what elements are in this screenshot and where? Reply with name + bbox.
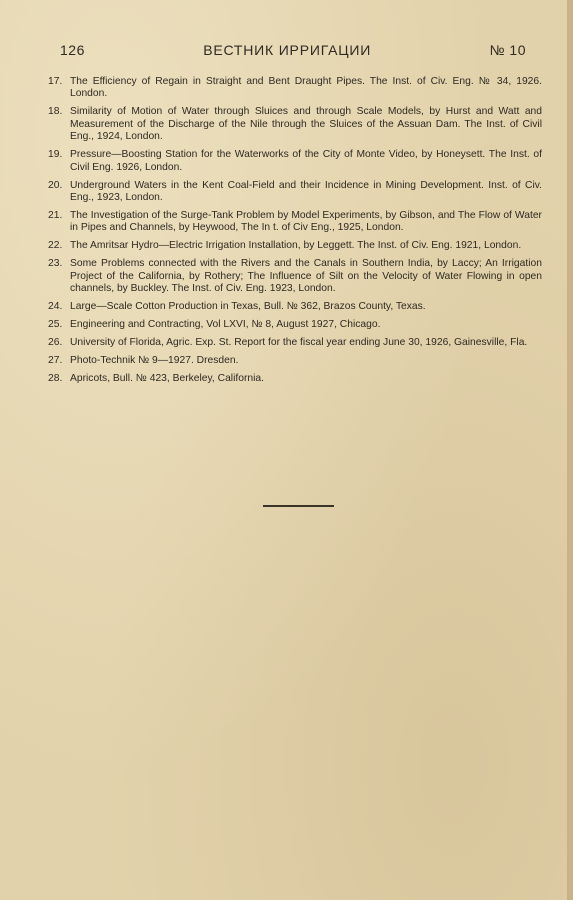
reference-item bbox=[48, 76, 542, 101]
reference-number: 17. bbox=[48, 76, 63, 87]
reference-text: Apricots, Bull. № 423, Berkeley, California. bbox=[70, 373, 264, 385]
reference-item bbox=[48, 337, 542, 349]
reference-number: 21. bbox=[48, 210, 63, 222]
reference-text: Similarity of Motion of Water through Sluices and through Scale Models, by Hurst and Watt and Measurement of the Discharge of the Nile through the Sluices of the Assuan Dam. The Inst. of Civil Eng., 1924, London. bbox=[70, 106, 542, 143]
reference-list bbox=[48, 76, 542, 391]
reference-item bbox=[48, 301, 542, 313]
reference-number: 27. bbox=[48, 355, 63, 367]
reference-number: 28. bbox=[48, 373, 63, 385]
issue-number: № 10 bbox=[489, 42, 526, 58]
reference-text: The Amritsar Hydro—Electric Irrigation Installation, by Leggett. The Inst. of Civ. Eng. 1921, London. bbox=[70, 240, 522, 252]
reference-item bbox=[48, 106, 542, 143]
reference-text: Underground Waters in the Kent Coal-Field and their Incidence in Mining Development. Inst. of Civ. Eng., 1923, London. bbox=[70, 179, 542, 204]
reference-text: The Investigation of the Surge-Tank Problem by Model Experiments, by Gibson, and The Flow of Water in Pipes and Channels, by Heywood, The In t. of Civ Eng., 1925, London. bbox=[70, 210, 542, 234]
reference-text: University of Florida, Agric. Exp. St. Report for the fiscal year ending June 30, 1926, Gainesville, Fla. bbox=[70, 337, 528, 349]
reference-item bbox=[48, 149, 542, 174]
page-number: 126 bbox=[60, 42, 85, 58]
reference-item bbox=[48, 180, 542, 205]
reference-number: 19. bbox=[48, 149, 63, 161]
reference-text: Pressure—Boosting Station for the Waterworks of the City of Monte Video, by Honeysett. The Inst. of Civil Eng. 1926, London. bbox=[70, 149, 542, 173]
reference-number: 22. bbox=[48, 240, 63, 252]
reference-number: 18. bbox=[48, 106, 63, 118]
reference-text: Large—Scale Cotton Production in Texas, Bull. № 362, Brazos County, Texas. bbox=[70, 301, 426, 313]
reference-number: 23. bbox=[48, 258, 63, 270]
reference-text: The Efficiency of Regain in Straight and Bent Draught Pipes. The Inst. of Civ. Eng. № 34, 1926. London. bbox=[70, 76, 542, 100]
page-header bbox=[60, 40, 526, 60]
reference-item bbox=[48, 210, 542, 235]
reference-number: 25. bbox=[48, 319, 63, 331]
reference-item bbox=[48, 355, 542, 367]
reference-item bbox=[48, 373, 542, 385]
reference-text: Some Problems connected with the Rivers and the Canals in Southern India, by Laccy; An Irrigation Project of the California, by Rothery; The Influence of Silt on the Velocity of Water Flowing in open channels, by Buckley. The Inst. of Civ. Eng. 1923, London. bbox=[70, 258, 542, 295]
reference-number: 26. bbox=[48, 337, 63, 349]
reference-number: 20. bbox=[48, 179, 63, 191]
section-divider bbox=[263, 505, 334, 507]
reference-item bbox=[48, 319, 542, 331]
reference-text: Photo-Technik № 9—1927. Dresden. bbox=[70, 355, 239, 367]
reference-item bbox=[48, 240, 542, 252]
reference-number: 24. bbox=[48, 301, 63, 313]
reference-text: Engineering and Contracting, Vol LXVI, № 8, August 1927, Chicago. bbox=[70, 319, 381, 331]
reference-item bbox=[48, 258, 542, 295]
journal-title: ВЕСТНИК ИРРИГАЦИИ bbox=[203, 42, 372, 58]
